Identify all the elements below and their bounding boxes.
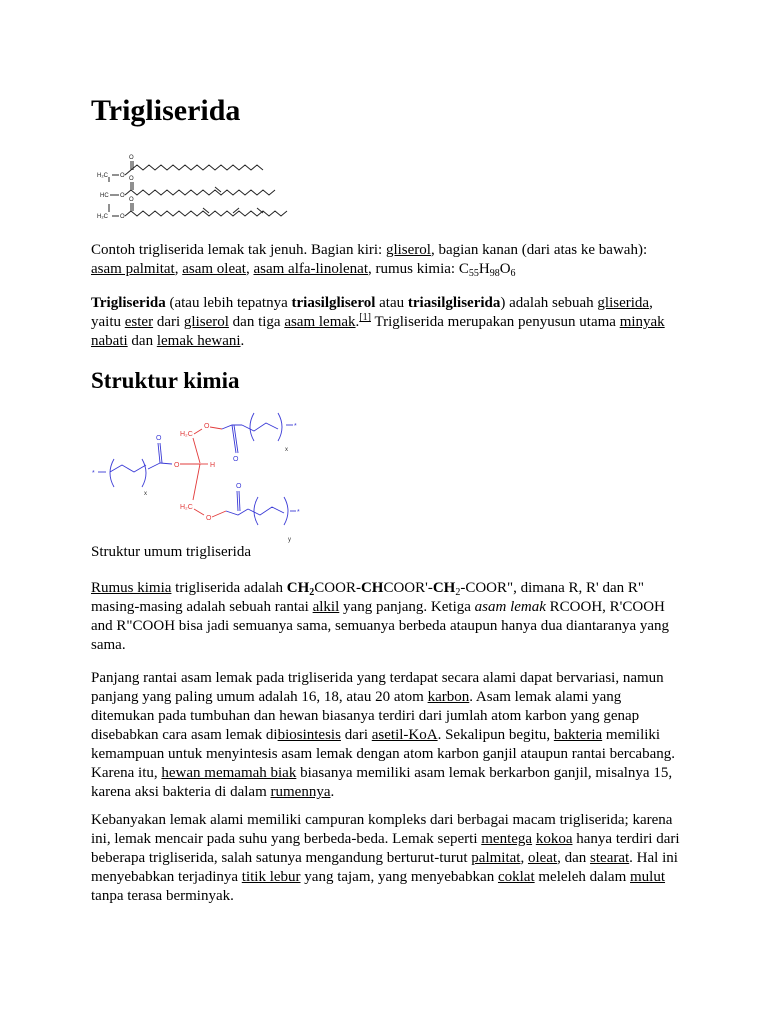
link-asam-palmitat[interactable]: asam palmitat: [91, 261, 175, 277]
atom-label: O: [236, 483, 242, 490]
link-oleat[interactable]: oleat: [527, 850, 558, 866]
atom-label: H: [210, 462, 216, 469]
body-paragraph: Rumus kimia trigliserida adalah $CH_2COOR-CHCOOR'-CH_2$-COOR", dimana R, R' dan R" masing-masing adalah sebuah rantai alkil yang panjang. Ketiga asam lemak RCOOH, R'COOH and R"COOH bisa jadi semuanya sama, semuanya berbeda ataupun hanya dua diantaranya yang sama.: [91, 580, 670, 653]
intro-paragraph: Trigliserida (atau lebih tepatnya triasilgliserol atau triasilgliserida) adalah sebuah gliserida, yaitu ester dari gliserol dan tiga asam lemak.[1] Trigliserida merupakan penyusun utama minyak nabati dan lemak hewani.: [91, 295, 665, 349]
atom-label: H₂C: [180, 431, 193, 438]
link-gliserol[interactable]: gliserol: [183, 314, 229, 330]
link-mulut[interactable]: mulut: [630, 869, 666, 885]
link-coklat[interactable]: coklat: [497, 869, 535, 885]
link-ester[interactable]: ester: [124, 314, 154, 330]
atom-label: H₂C: [97, 214, 108, 220]
body-paragraph: Panjang rantai asam lemak pada trigliserida yang terdapat secara alami dapat bervariasi, namun panjang yang paling umum adalah 16, 18, atau 20 atom karbon. Asam lemak alami yang ditemukan pada tumbuhan dan hewan biasanya terdiri dari jumlah atom karbon yang genap disebabkan cara asam lemak dibiosintesis dari asetil-KoA. Sekalipun begitu, bakteria memiliki kemampuan untuk menyintesis asam lemak dengan atom karbon ganjil ataupun rantai bercabang. Karena itu, hewan memamah biak biasanya memiliki asam lemak berkarbon ganjil, misalnya 15, karena aksi bakteria di dalam rumennya.: [91, 670, 675, 800]
link-asam-alfa-linolenat[interactable]: asam alfa-linolenat: [253, 261, 368, 277]
triglyceride-structure-image: [95, 150, 300, 230]
link-biosintesis[interactable]: biosintesis: [277, 727, 341, 743]
svg-text:*: *: [294, 423, 297, 430]
link-alkil[interactable]: alkil: [312, 599, 340, 615]
link-kokoa[interactable]: kokoa: [535, 831, 573, 847]
atom-label: O: [120, 193, 125, 199]
atom-label: O: [206, 515, 212, 522]
link-rumus-kimia[interactable]: Rumus kimia: [91, 580, 172, 596]
atom-label: O: [233, 456, 239, 463]
atom-label: O: [129, 155, 134, 161]
svg-text:*: *: [92, 470, 95, 477]
link-mentega[interactable]: mentega: [481, 831, 533, 847]
body-paragraph: Kebanyakan lemak alami memiliki campuran kompleks dari berbagai macam trigliserida; karena ini, lemak mencair pada suhu yang berbeda-beda. Lemak seperti mentega kokoa hanya terdiri dari beberapa trigliserida, salah satunya mengandung berturut-turut palmitat, oleat, dan stearat. Hal ini menyebabkan terjadinya titik lebur yang tajam, yang menyebabkan coklat meleleh dalam mulut tanpa terasa berminyak.: [91, 812, 680, 904]
atom-label: O: [129, 176, 134, 182]
subscript-label: x: [144, 491, 147, 497]
figure-caption: Struktur umum trigliserida: [91, 544, 251, 560]
atom-label: H₂C: [180, 504, 193, 511]
reference-link[interactable]: [1]: [359, 312, 371, 323]
subscript-label: x: [285, 447, 288, 453]
link-asam-lemak[interactable]: asam lemak: [284, 314, 356, 330]
svg-text:*: *: [297, 509, 300, 516]
link-rumennya[interactable]: rumennya: [270, 784, 331, 800]
atom-label: O: [129, 197, 134, 203]
atom-label: O: [120, 214, 125, 220]
general-structure-image: [90, 405, 305, 545]
atom-label: O: [204, 423, 210, 430]
link-titik-lebur[interactable]: titik lebur: [241, 869, 301, 885]
link-lemak-hewani[interactable]: lemak hewani: [156, 333, 241, 349]
link-karbon[interactable]: karbon: [427, 689, 470, 705]
link-palmitat[interactable]: palmitat: [471, 850, 521, 866]
atom-label: O: [174, 462, 180, 469]
atom-label: O: [156, 435, 162, 442]
atom-label: H₂C: [97, 173, 108, 179]
link-gliserol[interactable]: gliserol: [385, 242, 431, 258]
link-asam-oleat[interactable]: asam oleat: [182, 261, 246, 277]
link-gliserida[interactable]: gliserida: [597, 295, 650, 311]
link-minyak-nabati[interactable]: minyak nabati: [91, 314, 665, 349]
link-bakteria[interactable]: bakteria: [553, 727, 603, 743]
link-hewan-memamah-biak[interactable]: hewan memamah biak: [161, 765, 297, 781]
section-title: Struktur kimia: [91, 368, 240, 393]
figure-caption: Contoh trigliserida lemak tak jenuh. Bagian kiri: gliserol, bagian kanan (dari atas ke bawah): asam palmitat, asam oleat, asam alfa-linolenat, rumus kimia: $C_{55}H_{98}O_6$: [91, 242, 648, 279]
link-stearat[interactable]: stearat: [590, 850, 630, 866]
page-title: Trigliserida: [91, 94, 241, 127]
atom-label: O: [120, 173, 125, 179]
link-asetil-koa[interactable]: asetil-KoA: [371, 727, 438, 743]
atom-label: HC: [100, 193, 109, 199]
subscript-label: y: [288, 537, 291, 543]
